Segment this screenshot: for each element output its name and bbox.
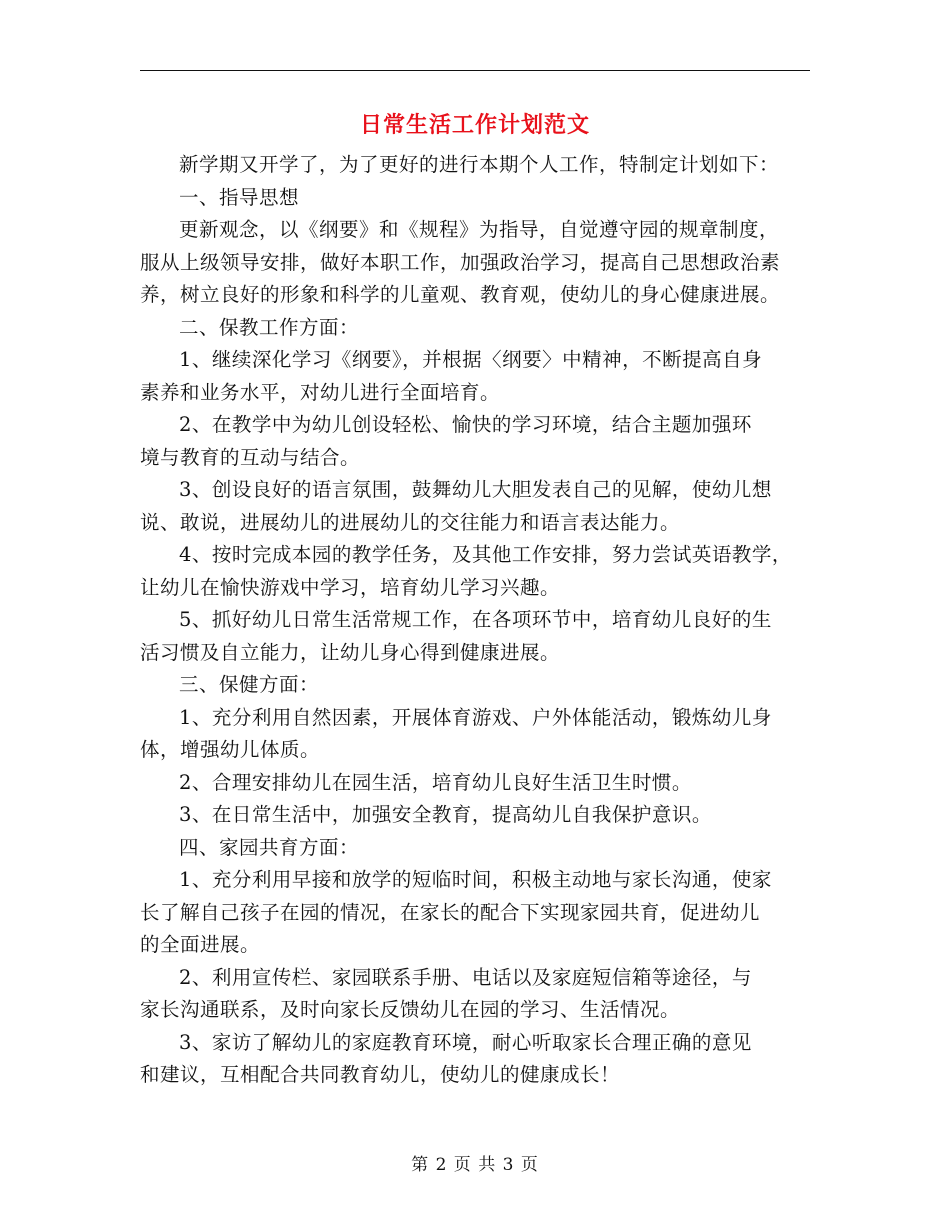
text-line: 3、家访了解幼儿的家庭教育环境，耐心听取家长合理正确的意见	[179, 1030, 752, 1054]
paragraph	[140, 149, 810, 182]
paragraph	[140, 864, 810, 962]
page-footer: 第 2 页 共 3 页	[411, 1155, 539, 1175]
text-line: 4、按时完成本园的教学任务，及其他工作安排，努力尝试英语教学，	[179, 543, 792, 566]
text-line: 1、继续深化学习《纲要》，并根据〈纲要〉中精神，不断提高自身	[179, 348, 763, 371]
text-line: 素养和业务水平，对幼儿进行全面培育。	[140, 380, 501, 404]
text-line: 二、保教工作方面：	[179, 315, 360, 339]
paragraph	[140, 344, 810, 409]
text-line: 三、保健方面：	[179, 673, 320, 696]
paragraph	[140, 799, 810, 832]
text-line: 养，树立良好的形象和科学的儿童观、教育观，使幼儿的身心健康进展。	[140, 283, 781, 306]
text-line: 1、充分利用早接和放学的短临时间，积极主动地与家长沟通，使家	[179, 868, 772, 891]
section-heading	[140, 182, 810, 215]
text-line: 3、创设良好的语言氛围，鼓舞幼儿大胆发表自己的见解，使幼儿想	[179, 478, 772, 501]
paragraph	[140, 962, 810, 1027]
paragraph	[140, 702, 810, 767]
text-line: 活习惯及自立能力，让幼儿身心得到健康进展。	[140, 640, 561, 664]
text-line: 家长沟通联系，及时向家长反馈幼儿在园的学习、生活情况。	[140, 998, 681, 1021]
text-line: 和建议，互相配合共同教育幼儿，使幼儿的健康成长！	[140, 1063, 621, 1086]
text-line: 的全面进展。	[140, 933, 261, 956]
paragraph	[140, 767, 810, 800]
text-line: 3、在日常生活中，加强安全教育，提高幼儿自我保护意识。	[179, 803, 712, 826]
text-line: 更新观念，以《纲要》和《规程》为指导，自觉遵守园的规章制度，	[179, 218, 780, 241]
paragraph	[140, 214, 810, 312]
text-line: 2、在教学中为幼儿创设轻松、愉快的学习环境，结合主题加强环	[179, 413, 752, 436]
text-line: 体，增强幼儿体质。	[140, 738, 321, 761]
paragraph	[140, 409, 810, 474]
paragraph	[140, 539, 810, 604]
text-line: 一、指导思想	[179, 185, 300, 209]
text-line: 让幼儿在愉快游戏中学习，培育幼儿学习兴趣。	[140, 575, 561, 599]
paragraph	[140, 1027, 810, 1092]
paragraph	[140, 604, 810, 669]
text-line: 5、抓好幼儿日常生活常规工作，在各项环节中，培育幼儿良好的生	[179, 608, 772, 631]
text-line: 服从上级领导安排，做好本职工作，加强政治学习，提高自己思想政治素	[140, 250, 781, 274]
section-heading	[140, 832, 810, 865]
text-line: 2、合理安排幼儿在园生活，培育幼儿良好生活卫生时惯。	[179, 770, 692, 794]
section-heading	[140, 312, 810, 345]
text-line: 2、利用宣传栏、家园联系手册、电话以及家庭短信箱等途径，与	[179, 965, 752, 989]
document-title: 日常生活工作计划范文	[359, 113, 590, 138]
text-line: 新学期又开学了，为了更好的进行本期个人工作，特制定计划如下：	[179, 153, 780, 176]
text-line: 四、家园共育方面：	[179, 835, 360, 859]
text-line: 说、敢说，进展幼儿的进展幼儿的交往能力和语言表达能力。	[140, 510, 681, 534]
text-line: 境与教育的互动与结合。	[140, 445, 361, 469]
text-line: 长了解自己孩子在园的情况，在家长的配合下实现家园共育，促进幼儿	[140, 900, 761, 924]
header-rule	[140, 70, 810, 71]
section-heading	[140, 669, 810, 702]
document-body	[140, 149, 810, 1092]
text-line: 1、充分利用自然因素，开展体育游戏、户外体能活动，锻炼幼儿身	[179, 705, 772, 729]
paragraph	[140, 474, 810, 539]
